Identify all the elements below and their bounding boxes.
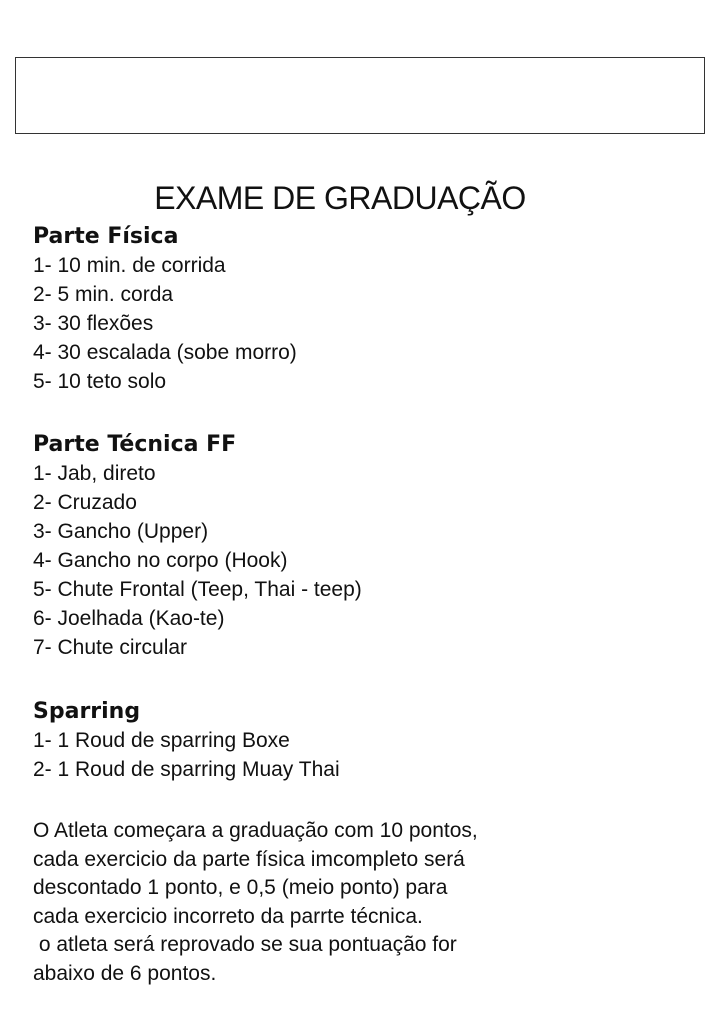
sparring-list	[33, 726, 340, 784]
list-item: 4- Gancho no corpo (Hook)	[33, 549, 288, 572]
list-item: 1- Jab, direto	[33, 462, 156, 485]
section-sparring	[33, 697, 340, 784]
section-title-sparring: Sparring	[33, 699, 141, 724]
rules-line: abaixo de 6 pontos.	[33, 961, 217, 985]
list-item: 1- 1 Roud de sparring Boxe	[33, 729, 290, 752]
section-title-parte-fisica: Parte Física	[33, 224, 179, 249]
parte-tecnica-list	[33, 459, 362, 662]
rules-line: cada exercicio incorreto da parrte técnica.	[33, 904, 423, 928]
list-item: 5- 10 teto solo	[33, 370, 167, 393]
section-parte-tecnica	[33, 430, 362, 662]
list-item: 7- Chute circular	[33, 636, 188, 659]
rules-line: cada exercicio da parte física imcompleto será	[33, 847, 465, 871]
list-item: 3- Gancho (Upper)	[33, 520, 209, 543]
page-title: EXAME DE GRADUAÇÃO	[154, 180, 526, 217]
section-parte-fisica	[33, 222, 297, 396]
rules-paragraph	[33, 817, 713, 988]
list-item: 5- Chute Frontal (Teep, Thai - teep)	[33, 578, 362, 601]
list-item: 2- 5 min. corda	[33, 283, 174, 306]
rules-line: O Atleta começara a graduação com 10 pontos,	[33, 819, 478, 842]
list-item: 6- Joelhada (Kao-te)	[33, 607, 225, 630]
header-box	[15, 57, 705, 134]
list-item: 2- 1 Roud de sparring Muay Thai	[33, 758, 340, 781]
list-item: 3- 30 flexões	[33, 312, 154, 335]
list-item: 4- 30 escalada (sobe morro)	[33, 341, 297, 364]
section-title-parte-tecnica: Parte Técnica FF	[33, 432, 237, 457]
list-item: 2- Cruzado	[33, 491, 137, 514]
list-item: 1- 10 min. de corrida	[33, 254, 226, 277]
parte-fisica-list	[33, 251, 297, 396]
rules-line: o atleta será reprovado se sua pontuação for	[33, 933, 457, 956]
rules-line: descontado 1 ponto, e 0,5 (meio ponto) para	[33, 876, 448, 899]
